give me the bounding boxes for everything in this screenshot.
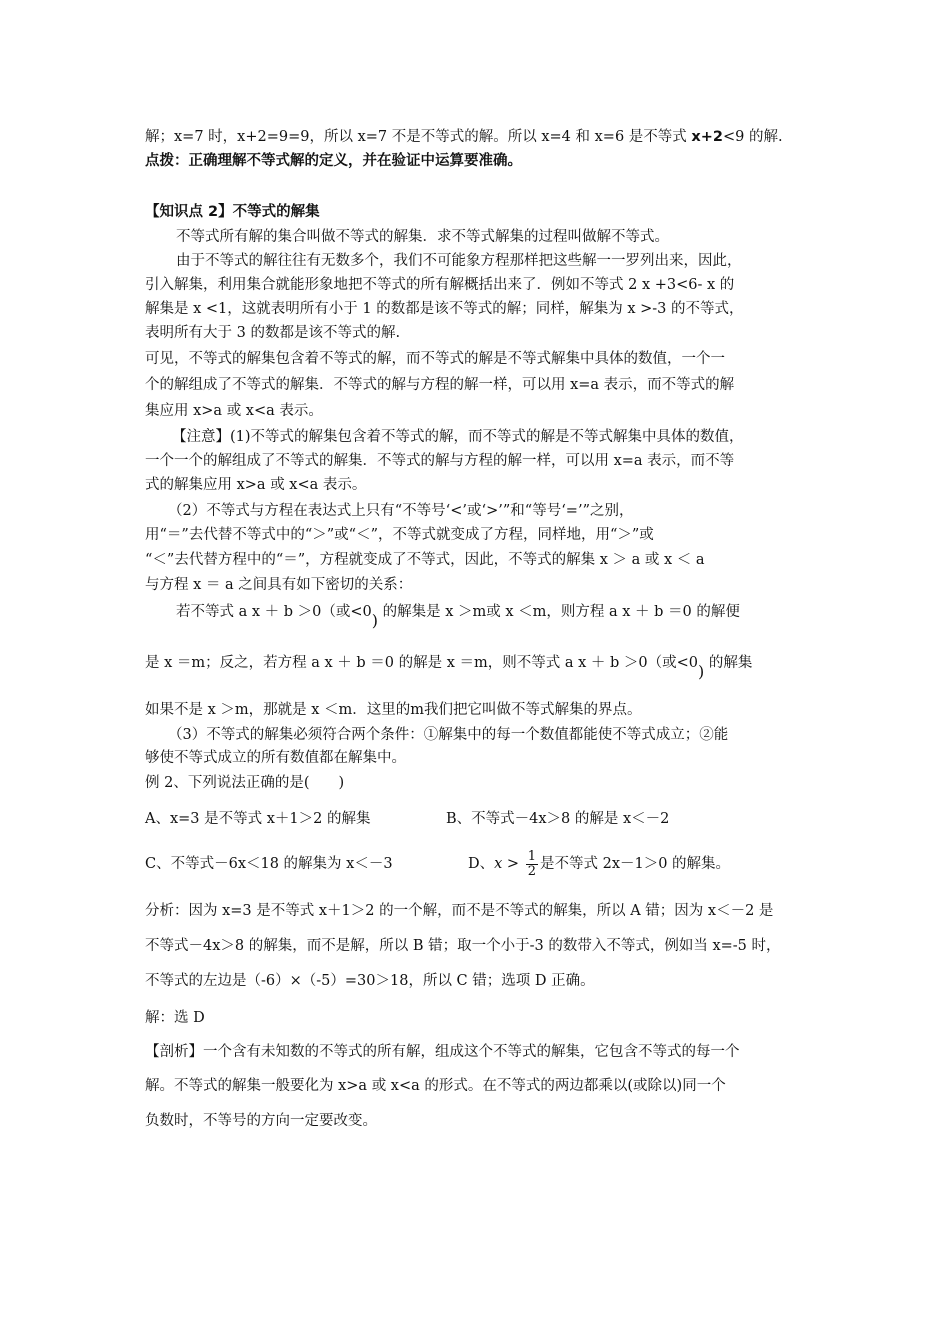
- text-line: 由于不等式的解往往有无数多个，我们不可能象方程那样把这些解一一罗列出来，因此，: [176, 253, 742, 269]
- closing-paren: ): [698, 662, 705, 681]
- text-span: 的解集: [704, 655, 753, 671]
- text-line: 够使不等式成立的所有数值都在解集中。: [145, 750, 406, 766]
- text-line: （3）不等式的解集必须符合两个条件：①解集中的每一个数值都能使不等式成立；②能: [168, 727, 729, 743]
- text-line: [145, 126, 815, 148]
- text-line: 负数时，不等号的方向一定要改变。: [145, 1113, 377, 1129]
- example-question: 例 2、下列说法正确的是( ): [145, 775, 345, 791]
- analysis-note: 【剖析】一个含有未知数的不等式的所有解，组成这个不等式的解集，它包含不等式的每一个: [145, 1044, 740, 1060]
- text-line: 集应用 x>a 或 x<a 表示。: [145, 403, 323, 419]
- text-line: 不等式的左边是（-6）×（-5）=30＞18，所以 C 错；选项 D 正确。: [145, 973, 595, 989]
- text-line: 不等式所有解的集合叫做不等式的解集．求不等式解集的过程叫做解不等式。: [176, 229, 669, 245]
- analysis-line: 分析：因为 x=3 是不等式 x＋1＞2 的一个解，而不是不等式的解集，所以 A 错；因为 x＜－2 是: [145, 903, 774, 919]
- fraction-numerator: 1: [527, 848, 536, 864]
- text-span: 解；x=7 时，x+2=9=9，所以 x=7 不是不等式的解。所以 x=4 和 x=6 是不等式: [145, 129, 692, 145]
- text-span: <9 的解.: [722, 129, 783, 145]
- variable-x: x: [494, 856, 503, 872]
- fraction-one-half: [526, 850, 538, 879]
- text-line: 解。不等式的解集一般要化为 x>a 或 x<a 的形式。在不等式的两边都乘以(或除以)同一个: [145, 1078, 726, 1094]
- hint-line: 点拨：正确理解不等式解的定义，并在验证中运算要准确。: [145, 153, 522, 169]
- greater-sign: >: [502, 856, 524, 872]
- text-line: 不等式－4x＞8 的解集，而不是解，所以 B 错；取一个小于-3 的数带入不等式，例如当 x=-5 时，: [145, 938, 781, 954]
- closing-paren: ): [371, 611, 378, 630]
- answer-line: 解：选 D: [145, 1010, 205, 1026]
- text-span: 是不等式 2x－1＞0 的解集。: [539, 856, 731, 872]
- option-a: A、x=3 是不等式 x＋1＞2 的解集: [145, 811, 371, 827]
- text-line: 表明所有大于 3 的数都是该不等式的解.: [145, 325, 401, 341]
- option-d-label: D、: [468, 856, 495, 872]
- text-line: 用“＝”去代替不等式中的“＞”或“＜”，不等式就变成了方程，同样地，用“＞”或: [145, 527, 654, 543]
- text-line: [145, 651, 815, 681]
- text-line: “＜”去代替方程中的“＝”，方程就变成了不等式，因此，不等式的解集 x ＞ a 或 x ＜ a: [145, 552, 705, 568]
- text-line: 与方程 x ＝ a 之间具有如下密切的关系：: [145, 577, 413, 593]
- text-line: 一个一个的解组成了不等式的解集．不等式的解与方程的解一样，可以用 x=a 表示，而不等: [145, 453, 735, 469]
- fraction-denominator: 2: [527, 863, 536, 879]
- text-line: 个的解组成了不等式的解集．不等式的解与方程的解一样，可以用 x=a 表示，而不等式的解: [145, 377, 735, 393]
- text-line: [176, 600, 846, 630]
- note-line: 【注意】(1)不等式的解集包含着不等式的解，而不等式的解是不等式解集中具体的数值，: [172, 429, 744, 445]
- text-span: 是 x ＝m；反之，若方程 a x ＋ b ＝0 的解是 x ＝m，则不等式 a x ＋ b ＞0（或<0: [145, 655, 699, 671]
- option-b: B、不等式－4x＞8 的解是 x＜－2: [446, 811, 670, 827]
- text-span: 若不等式 a x ＋ b ＞0（或<0: [176, 604, 372, 620]
- text-line: 如果不是 x ＞m，那就是 x ＜m．这里的m我们把它叫做不等式解集的界点。: [145, 702, 642, 718]
- bold-expression: x+2: [691, 129, 723, 145]
- text-line: （2）不等式与方程在表达式上只有“不等号‘<’或‘>’”和“等号‘=’”之别，: [168, 503, 634, 519]
- option-d: [468, 842, 730, 886]
- text-span: 的解集是 x ＞m或 x ＜m，则方程 a x ＋ b ＝0 的解便: [378, 604, 740, 620]
- text-line: 引入解集，利用集合就能形象地把不等式的所有解概括出来了．例如不等式 2 x +3<6- x 的: [145, 277, 735, 293]
- text-line: 式的解集应用 x>a 或 x<a 表示。: [145, 477, 367, 493]
- text-line: 解集是 x <1，这就表明所有小于 1 的数都是该不等式的解；同样，解集为 x >-3 的不等式，: [145, 301, 744, 317]
- text-line: 可见，不等式的解集包含着不等式的解，而不等式的解是不等式解集中具体的数值，一个一: [145, 351, 725, 367]
- option-c: C、不等式－6x＜18 的解集为 x＜－3: [145, 856, 393, 872]
- section-heading: 【知识点 2】不等式的解集: [145, 204, 320, 220]
